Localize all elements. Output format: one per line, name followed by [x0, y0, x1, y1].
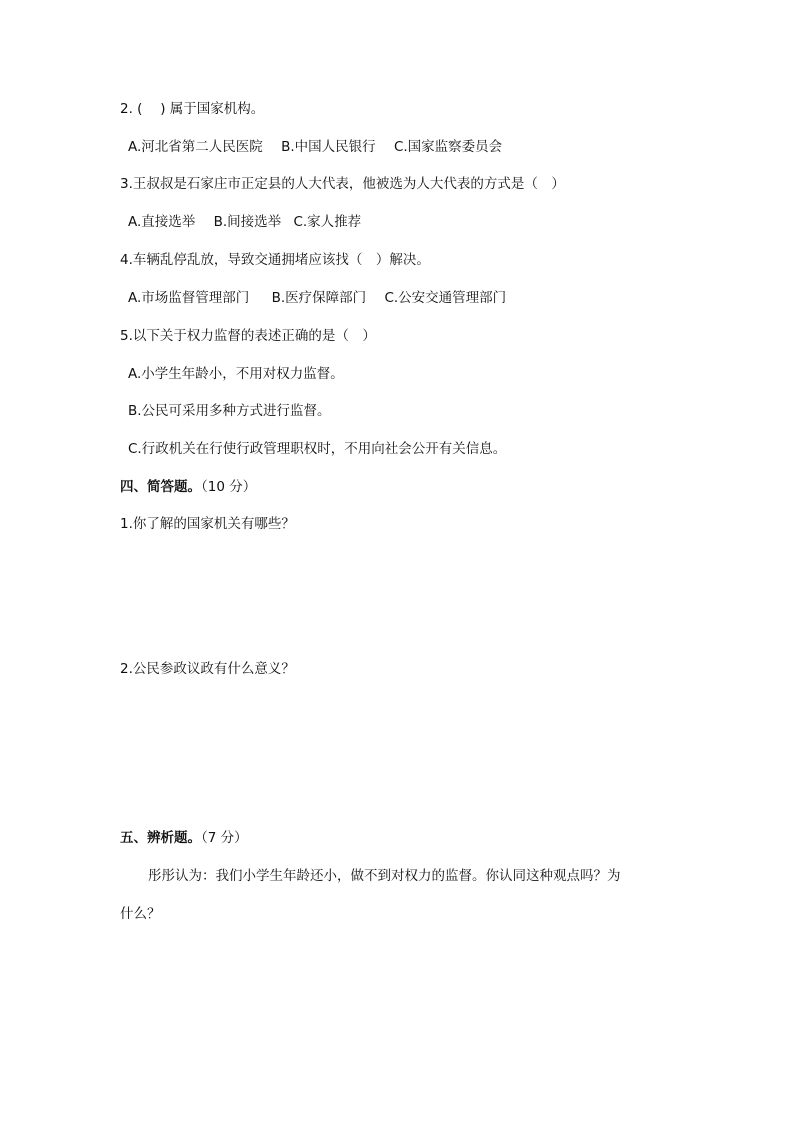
section-5-prompt-line-1: 彤彤认为：我们小学生年龄还小，做不到对权力的监督。你认同这种观点吗？为 — [148, 868, 621, 884]
question-2-option-b: B.中国人民银行 — [281, 139, 376, 155]
question-3-options — [128, 216, 361, 230]
question-3-option-a: A.直接选举 — [128, 214, 196, 230]
question-4-option-c: C.公安交通管理部门 — [384, 290, 507, 306]
question-5-option-a: A.小学生年龄小，不用对权力监督。 — [128, 366, 344, 382]
question-4-option-b: B.医疗保障部门 — [271, 290, 367, 306]
section-5-prompt-line-2: 什么？ — [120, 906, 161, 922]
question-5-option-c: C.行政机关在行使行政管理职权时，不用向社会公开有关信息。 — [128, 441, 507, 457]
question-3-option-c: C.家人推荐 — [293, 214, 362, 230]
question-2-option-c: C.国家监察委员会 — [393, 139, 503, 155]
section-5-title: 五、辨析题。 — [120, 830, 201, 846]
section-5-score: （7 分） — [201, 830, 248, 846]
section-5-heading — [120, 832, 248, 846]
question-4-option-a: A.市场监督管理部门 — [128, 290, 250, 306]
question-5-stem: 5.以下关于权力监督的表述正确的是（ ） — [120, 328, 376, 344]
section-4-heading — [120, 481, 256, 495]
question-2-options — [128, 141, 502, 155]
section-4-question-1: 1.你了解的国家机关有哪些？ — [120, 516, 295, 532]
question-4-stem: 4.车辆乱停乱放，导致交通拥堵应该找（ ）解决。 — [120, 252, 430, 268]
question-2-option-a: A.河北省第二人民医院 — [128, 139, 263, 155]
question-3-stem: 3.王叔叔是石家庄市正定县的人大代表，他被选为人大代表的方式是（ ） — [120, 176, 565, 192]
section-4-question-2: 2.公民参政议政有什么意义？ — [120, 661, 295, 677]
section-4-title: 四、简答题。 — [120, 479, 201, 495]
question-4-options — [128, 292, 506, 306]
question-5-option-b: B.公民可采用多种方式进行监督。 — [128, 403, 331, 419]
question-3-option-b: B.间接选举 — [213, 214, 282, 230]
section-4-score: （10 分） — [201, 479, 257, 495]
question-2-stem: 2. ( ) 属于国家机构。 — [120, 101, 265, 117]
